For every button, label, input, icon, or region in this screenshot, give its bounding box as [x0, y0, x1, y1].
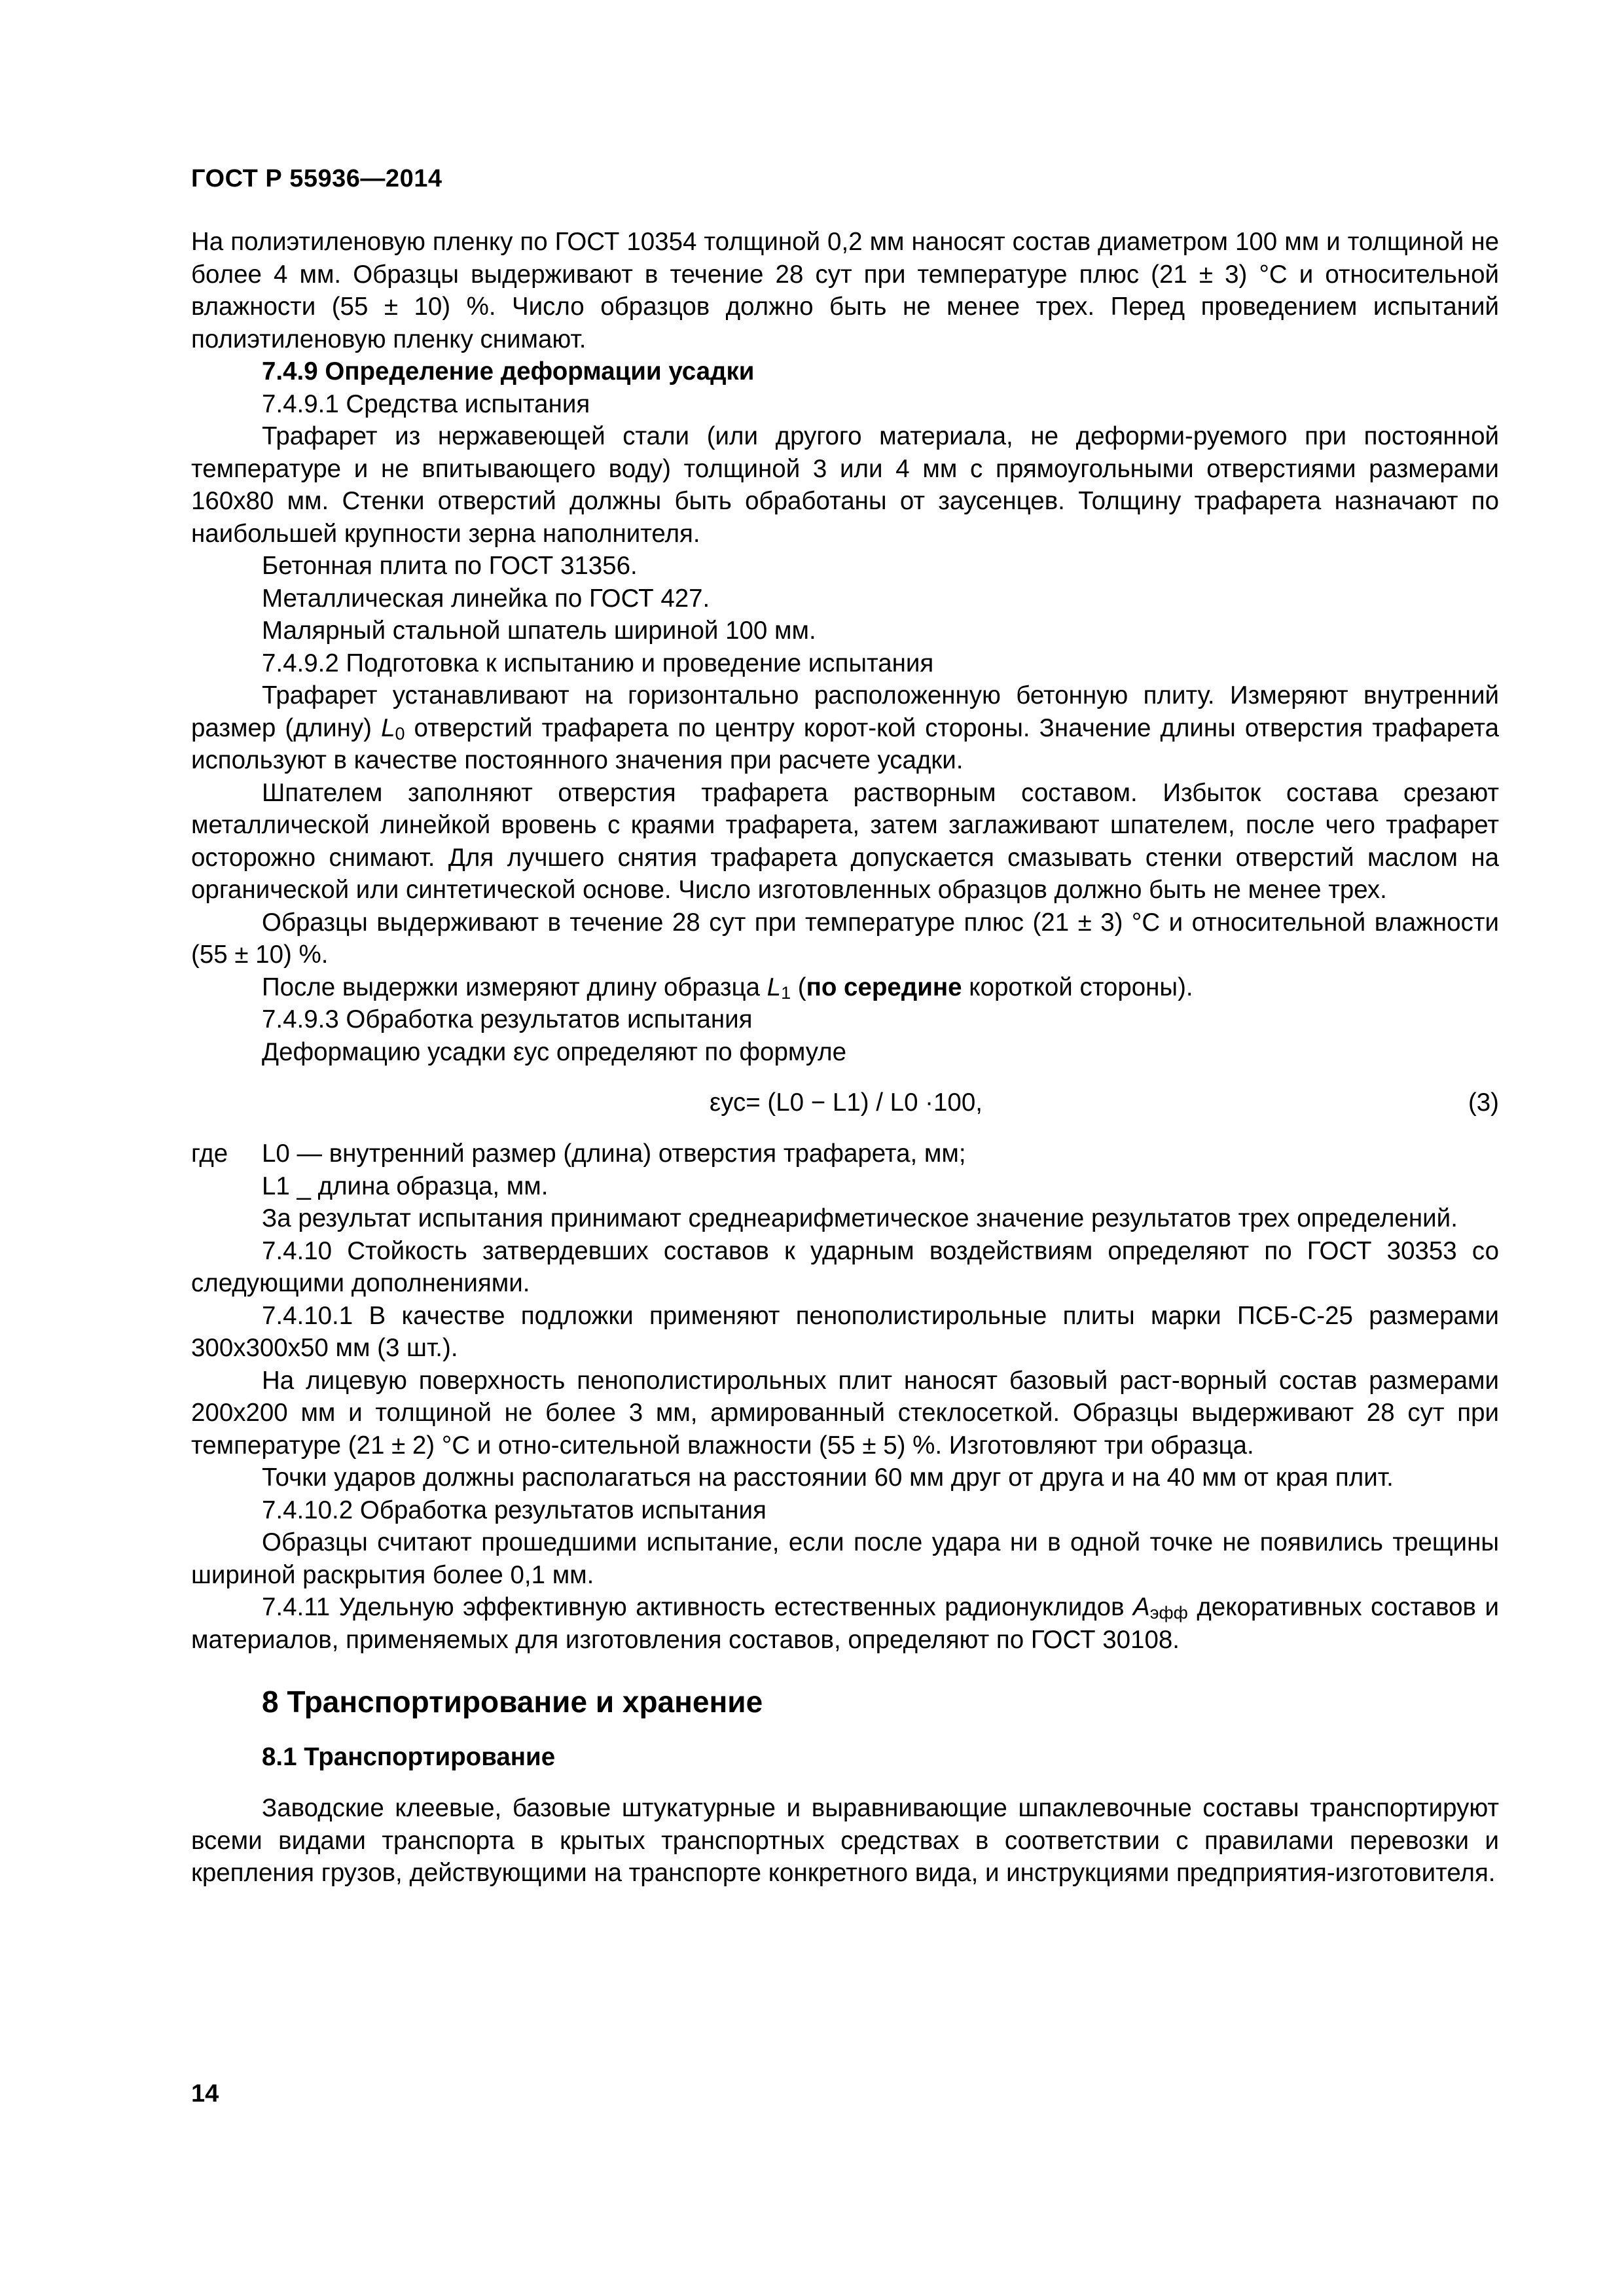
paragraph: Образцы выдерживают в течение 28 сут при температуре плюс (21 ± 3) °С и относительной влажности (55 ± 10) %. [191, 908, 1499, 969]
where-label: где [191, 1139, 228, 1168]
paragraph: Малярный стальной шпатель шириной 100 мм. [262, 617, 816, 645]
paragraph: Бетонная плита по ГОСТ 31356. [262, 552, 638, 580]
paragraph-text: отверстий трафарета по центру корот-кой стороны. Значение длины отверстия трафарета используют в качестве постоянного значения при расчете усадки. [191, 713, 1499, 774]
formula: εус= (L0 − L1) / L0 ·100, [710, 1088, 983, 1117]
paragraph: На лицевую поверхность пенополистирольных плит наносят базовый раст-ворный состав размерами 200x200 мм и толщиной не более 3 мм, армированный стеклосеткой. Образцы выдерживают 28 сут при температуре (21 ± 2) °С и отно-сительной влажности (55 ± 5) %. Изготовляют три образца. [191, 1366, 1499, 1460]
page-number: 14 [191, 2080, 219, 2108]
paragraph: Деформацию усадки εус определяют по формуле [262, 1037, 847, 1066]
clause-heading: 7.4.9.1 Средства испытания [262, 389, 590, 418]
subsection-heading: 8.1 Транспортирование [262, 1743, 556, 1771]
paragraph-text: 7.4.11 Удельную эффективную активность естественных радионуклидов [262, 1593, 1134, 1621]
where-item: L0 — внутренний размер (длина) отверстия трафарета, мм; [262, 1139, 966, 1168]
paragraph: Заводские клеевые, базовые штукатурные и выравнивающие шпаклевочные составы транспортируют всеми видами транспорта в крытых транспортных средствах в соответствии с правилами перевозки и крепления грузов, действующими на транспорте конкретного вида, и инструкциями предприятия-изготовителя. [191, 1794, 1499, 1887]
paragraph-text: Трафарет устанавливают на горизонтально расположенную бетонную плиту. Измеряют внутренний размер (длину) [191, 681, 1499, 742]
paragraph [191, 679, 1499, 777]
paragraph: После выдержки измеряют длину образца $L_1$ (по середине короткой стороны). [262, 973, 1193, 1003]
symbol-l0-sub: 0 [395, 723, 405, 744]
paragraph-text: короткой стороны). [962, 973, 1193, 1001]
formula-number: (3) [1468, 1088, 1499, 1117]
paragraph: Металлическая линейка по ГОСТ 427. [262, 584, 710, 613]
bold-text: по середине [806, 973, 962, 1001]
paragraph: 7.4.10.1 В качестве подложки применяют пенополистирольные плиты марки ПСБ-С-25 размерами 300x300x50 мм (3 шт.). [191, 1301, 1499, 1362]
document-header: ГОСТ Р 55936—2014 [191, 165, 442, 192]
paragraph-text: После выдержки измеряют длину образца [262, 973, 767, 1001]
clause-heading: 7.4.9.2 Подготовка к испытанию и проведение испытания [262, 649, 934, 677]
paragraph: Образцы считают прошедшими испытание, если после удара ни в одной точке не появились трещины шириной раскрытия более 0,1 мм. [191, 1528, 1499, 1589]
paragraph [191, 1591, 1499, 1656]
paragraph-text: На полиэтиленовую пленку по ГОСТ 10354 толщиной 0,2 мм наносят состав диаметром 100 мм и толщиной не более 4 мм. Образцы выдерживают в течение 28 сут при температуре плюс (21 ± 3) °С и относительной влажности (55 ± 10) %. Число образцов должно быть не менее трех. Перед проведением испытаний полиэтиленовую пленку снимают. [191, 228, 1499, 353]
section-heading: 8 Транспортирование и хранение [262, 1685, 763, 1719]
symbol-l1-sub: 1 [781, 982, 791, 1003]
paragraph [191, 226, 1499, 355]
paragraph-text: декоративных составов и материалов, применяемых для изготовления составов, определяют по ГОСТ 30108. [191, 1593, 1499, 1654]
where-item: L1 _ длина образца, мм. [262, 1172, 549, 1200]
subsection-heading: 7.4.9 Определение деформации усадки [262, 357, 755, 386]
symbol-a-eff: A [1133, 1593, 1150, 1621]
symbol-a-eff-sub: эфф [1149, 1603, 1188, 1623]
document-body [191, 226, 1499, 1890]
symbol-l0: L [381, 713, 395, 742]
paragraph: Точки ударов должны располагаться на расстоянии 60 мм друг от друга и на 40 мм от края плит. [262, 1463, 1394, 1492]
clause-heading: 7.4.10.2 Обработка результатов испытания [262, 1496, 767, 1524]
paragraph: Шпателем заполняют отверстия трафарета растворным составом. Избыток состава срезают металлической линейкой вровень с краями трафарета, затем заглаживают шпателем, после чего трафарет осторожно снимают. Для лучшего снятия трафарета допускается смазывать стенки отверстий маслом на органической или синтетической основе. Число изготовленных образцов должно быть не менее трех. [191, 778, 1499, 904]
where-block [191, 1138, 1499, 1202]
formula-row [191, 1079, 1499, 1127]
clause-heading: 7.4.9.3 Обработка результатов испытания [262, 1005, 753, 1033]
paragraph: 7.4.10 Стойкость затвердевших составов к ударным воздействиям определяют по ГОСТ 30353 со следующими дополнениями. [191, 1236, 1499, 1297]
paragraph: Трафарет из нержавеющей стали (или другого материала, не деформи-руемого при постоянной температуре и не впитывающего воду) толщиной 3 или 4 мм с прямоугольными отверстиями размерами 160x80 мм. Стенки отверстий должны быть обработаны от заусенцев. Толщину трафарета назначают по наибольшей крупности зерна наполнителя. [191, 422, 1499, 548]
paragraph: За результат испытания принимают среднеарифметическое значение результатов трех определений. [262, 1204, 1458, 1232]
symbol-l1: L [767, 973, 782, 1001]
